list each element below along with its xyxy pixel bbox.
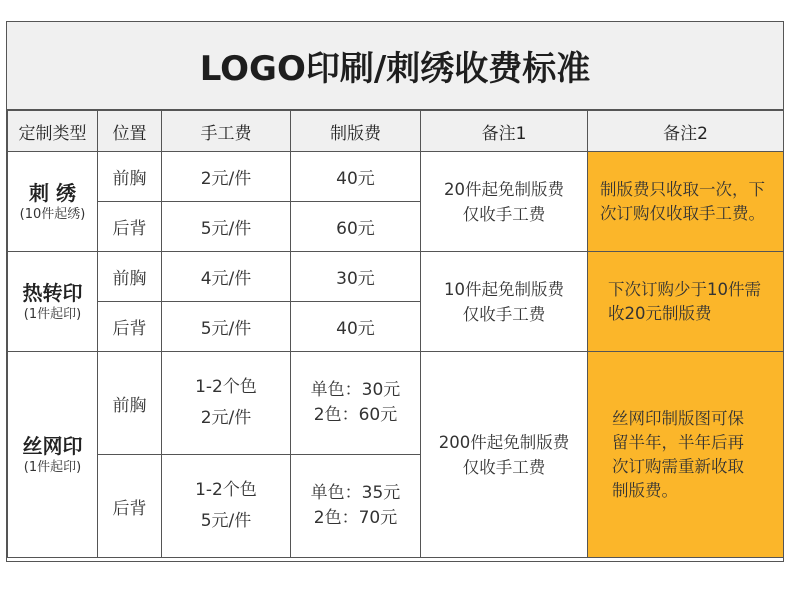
note1-cell	[421, 152, 588, 252]
note1-line: 仅收手工费	[462, 204, 546, 224]
plate-fee-cell	[291, 352, 421, 455]
fee-line: 1-2个色	[195, 377, 257, 397]
header-handling-fee: 手工费	[162, 111, 291, 152]
position-cell: 后背	[98, 455, 162, 558]
note2-text: 制版费只收取一次，下次订购仅收取手工费。	[600, 179, 765, 223]
position-cell: 后背	[98, 302, 162, 352]
table-row	[8, 252, 784, 302]
title-bar	[7, 22, 783, 110]
plate-line: 2色：70元	[313, 508, 398, 528]
type-cell-screen-print	[8, 352, 98, 558]
page-title: LOGO印刷/刺绣收费标准	[199, 49, 591, 89]
handling-fee-cell	[162, 455, 291, 558]
note1-line: 仅收手工费	[462, 457, 546, 477]
handling-fee-cell: 5元/件	[162, 202, 291, 252]
type-cell-heat-transfer	[8, 252, 98, 352]
handling-fee-cell	[162, 352, 291, 455]
position-cell: 前胸	[98, 152, 162, 202]
header-plate-fee: 制版费	[291, 111, 421, 152]
header-row	[8, 111, 784, 152]
note1-cell	[421, 252, 588, 352]
handling-fee-cell: 5元/件	[162, 302, 291, 352]
type-name: 热转印	[22, 280, 83, 305]
note1-line: 仅收手工费	[462, 304, 546, 324]
pricing-table	[7, 110, 784, 558]
header-note2: 备注2	[588, 111, 784, 152]
plate-fee-cell: 40元	[291, 152, 421, 202]
header-position: 位置	[98, 111, 162, 152]
fee-line: 5元/件	[200, 511, 252, 531]
position-cell: 前胸	[98, 252, 162, 302]
position-cell: 前胸	[98, 352, 162, 455]
plate-fee-cell: 60元	[291, 202, 421, 252]
note2-cell	[588, 152, 784, 252]
note2-cell	[588, 352, 784, 558]
header-type: 定制类型	[8, 111, 98, 152]
plate-fee-cell: 30元	[291, 252, 421, 302]
note1-line: 20件起免制版费	[444, 179, 564, 199]
note2-cell	[588, 252, 784, 352]
table-row	[8, 152, 784, 202]
plate-line: 单色：35元	[310, 483, 401, 503]
header-note1: 备注1	[421, 111, 588, 152]
type-minimum: (10件起绣)	[19, 206, 86, 222]
type-minimum: (1件起印)	[23, 306, 82, 322]
handling-fee-cell: 4元/件	[162, 252, 291, 302]
type-cell-embroidery	[8, 152, 98, 252]
note1-cell	[421, 352, 588, 558]
plate-fee-cell	[291, 455, 421, 558]
fee-line: 1-2个色	[195, 480, 257, 500]
type-name: 刺 绣	[29, 180, 76, 205]
plate-line: 单色：30元	[310, 380, 401, 400]
table-row	[8, 352, 784, 455]
plate-line: 2色：60元	[313, 405, 398, 425]
plate-fee-cell: 40元	[291, 302, 421, 352]
note2-text: 下次订购少于10件需收20元制版费	[608, 279, 761, 323]
fee-line: 2元/件	[200, 408, 252, 428]
handling-fee-cell: 2元/件	[162, 152, 291, 202]
note2-text: 丝网印制版图可保留半年，半年后再次订购需重新收取制版费。	[612, 408, 744, 500]
position-cell: 后背	[98, 202, 162, 252]
note1-line: 200件起免制版费	[438, 432, 570, 452]
type-name: 丝网印	[22, 433, 83, 458]
pricing-table-frame	[6, 21, 784, 562]
note1-line: 10件起免制版费	[444, 279, 564, 299]
type-minimum: (1件起印)	[23, 459, 82, 475]
